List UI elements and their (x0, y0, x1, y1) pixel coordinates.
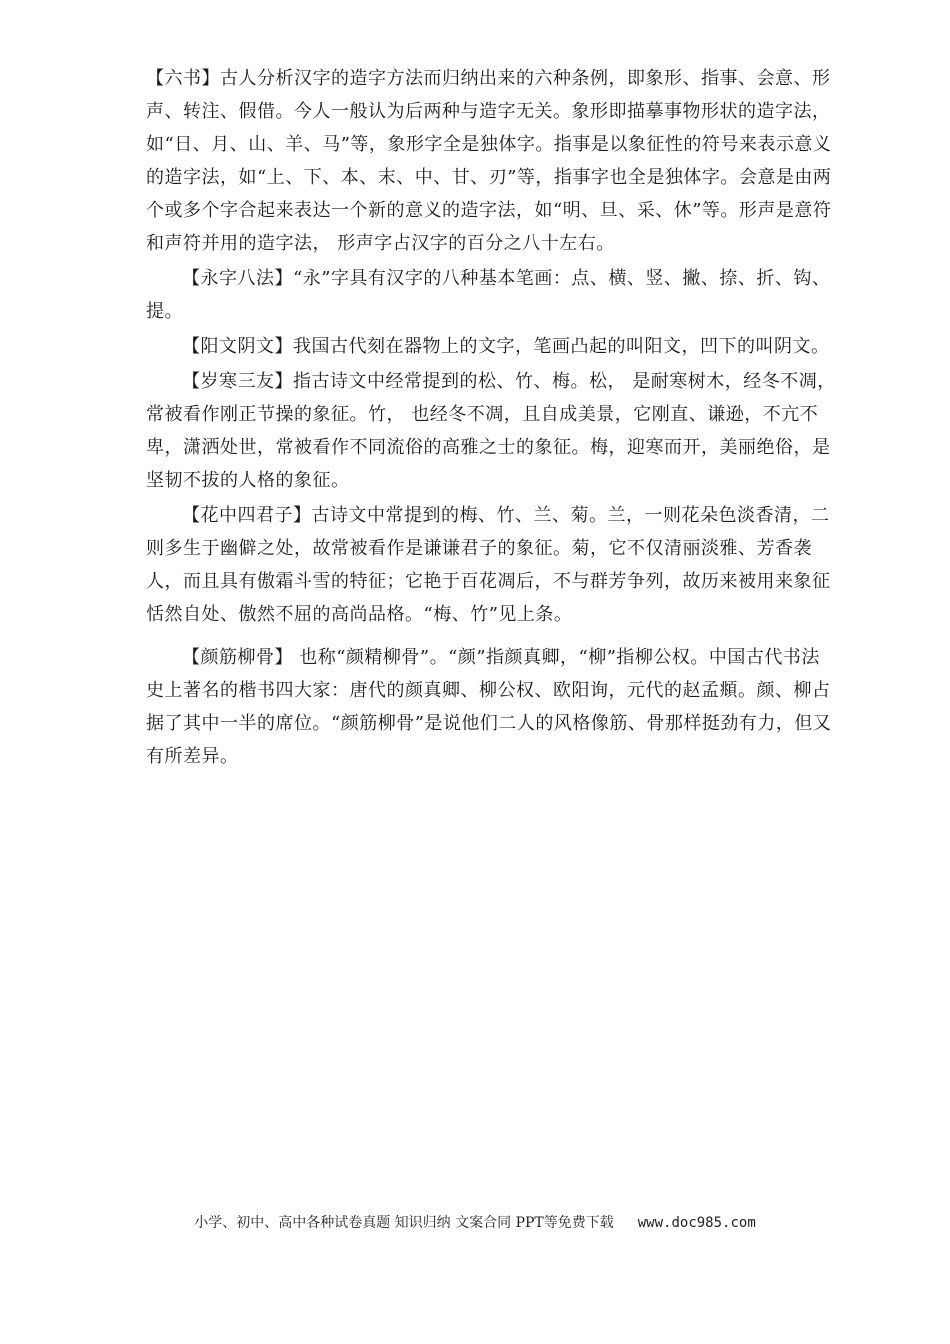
document-body (146, 62, 836, 773)
paragraph-huazhong-sijunzi: 【花中四君子】古诗文中常提到的梅、竹、兰、菊。兰，一则花朵色淡香清，二则多生于幽僻之处，故常被看作是谦谦君子的象征。菊，它不仅清丽淡雅、芳香袭人，而且具有傲霜斗雪的特征；它艳于百花凋后，不与群芳争列，故历来被用来象征恬然自处、傲然不屈的高尚品格。“梅、竹”见上条。 (146, 505, 831, 625)
page-footer (0, 1213, 950, 1233)
paragraph-yangwen-yinwen: 【阳文阴文】我国古代刻在器物上的文字，笔画凸起的叫阳文，凹下的叫阴文。 (182, 336, 830, 357)
paragraph-yongzi-bafa: 【永字八法】“永”字具有汉字的八种基本笔画：点、横、竖、撇、捺、折、钩、提。 (146, 268, 831, 322)
paragraph-liushu: 【六书】古人分析汉字的造字方法而归纳出来的六种条例，即象形、指事、会意、形声、转注、假借。今人一般认为后两种与造字无关。象形即描摹事物形状的造字法，如“日、月、山、羊、马”等，象形字全是独体字。指事是以象征性的符号来表示意义的造字法，如“上、下、本、末、中、甘、刃”等，指事字也全是独体字。会意是由两个或多个字合起来表达一个新的意义的造字法，如“明、旦、采、休”等。形声是意符和声符并用的造字法， 形声字占汉字的百分之八十左右。 (146, 68, 832, 254)
footer-url[interactable]: www.doc985.com (637, 1215, 756, 1231)
paragraph-suihan-sanyou: 【岁寒三友】指古诗文中经常提到的松、竹、梅。松， 是耐寒树木，经冬不凋，常被看作刚正节操的象征。竹， 也经冬不凋，且自成美景，它刚直、谦逊，不亢不卑，潇洒处世，常被看作不同流俗的高雅之士的象征。梅，迎寒而开，美丽绝俗，是坚韧不拔的人格的象征。 (146, 371, 836, 491)
footer-text: 小学、初中、高中各种试卷真题 知识归纳 文案合同 PPT等免费下载 (194, 1215, 614, 1231)
paragraph-yanjin-liugu: 【颜筋柳骨】 也称“颜精柳骨”。“颜”指颜真卿，“柳”指柳公权。中国古代书法史上著名的楷书四大家：唐代的颜真卿、柳公权、欧阳询，元代的赵孟頫。颜、柳占据了其中一半的席位。“颜筋柳骨”是说他们二人的风格像筋、骨那样挺劲有力，但又有所差异。 (146, 647, 832, 767)
